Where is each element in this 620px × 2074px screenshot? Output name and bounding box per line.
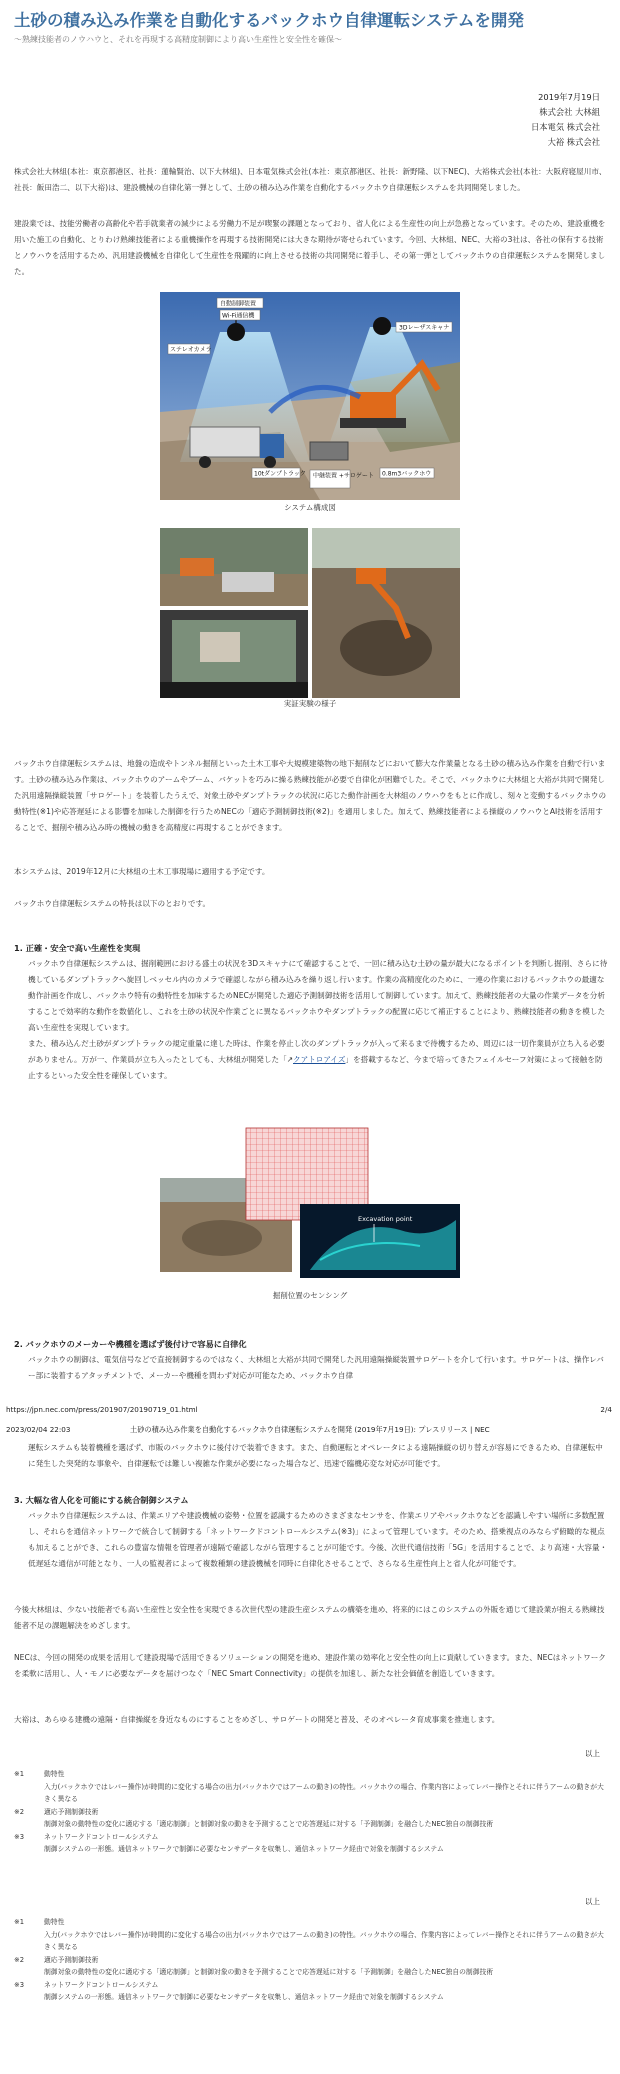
page-subtitle: 〜熟練技能者のノウハウと、それを再現する高精度制御により高い生産性と安全性を確保〜: [14, 35, 342, 44]
background-paragraph: 建設業では、技能労働者の高齢化や若手就業者の減少による労働力不足が喫緊の課題となっており、省人化による生産性の向上が急務となっています。そのため、建設重機を用いた施工の自動化、とりわけ熟練技能者による重機操作を再現する技術開発には大きな期待が寄せられています。今回、大林組、NEC、大裕の3社は、各社の保有する技術とノウハウを活用するため、汎用建設機械を自律化して生産性を飛躍的に向上させる技術の共同開発に着手し、その第一弾としてバックホウの自律運転システムを開発しました。: [14, 219, 606, 276]
footnote-repeat-3-desc: 制御システムの一形態。通信ネットワークで制御に必要なセンサデータを収集し、通信ネットワーク経由で対象を制御するシステム: [44, 1993, 444, 2001]
footer-page-number: 2/4: [600, 1405, 612, 1414]
excavation-sensing-figure: [160, 1120, 460, 1282]
system-diagram: [160, 292, 460, 500]
feature-3: [14, 1492, 608, 1572]
system-diagram-image: [160, 292, 460, 500]
page-2: [0, 1418, 620, 2074]
feature-1-body-a: バックホウ自律運転システムは、掘削範囲における盛土の状況を3Dスキャナにて確認することで、一回に積み込む土砂の量が最大になるポイントを判断し掘削、さらに待機しているダンプトラックへ旋回しベッセル内のカメラで確認しながら積み込みを繰り返し行います。作業の高精度化のために、一連の作業におけるバックホウの最適な動作計画を作成し、バックホウ特有の動特性を加味するためNECが開発した適応予測制御技術を活用して制御しています。加えて、熟練技能者の大量の作業データを分析することで効率的な動作を数値化し、これを土砂の状況や作業ごとに異なるバックホウやダンプトラックの配置に応じて補正することにより、熟練技能者の動きを模した高い生産性を実現しています。: [28, 959, 608, 1032]
footer-url: https://jpn.nec.com/press/201907/20190719_01.html: [6, 1405, 198, 1414]
footnote-repeat-1-mark: ※1: [14, 1918, 25, 1926]
feature-2-body-part2: 運転システムも装着機種を選ばず、市販のバックホウに後付けで装着できます。また、自動運転とオペレータによる遠隔操縦の切り替えが容易にできるため、自律運転中に発生した突発的な事象や、自律運転では難しい複雑な作業が必要になった場合など、迅速で臨機応変な対応が可能です。: [28, 1443, 603, 1468]
footnotes: [14, 1768, 608, 1856]
footnote-repeat-1-desc: 入力(バックホウではレバー操作)が時間的に変化する場合の出力(バックホウではアームの動き)の特性。バックホウの場合、作業内容によってレバー操作とそれに伴うアームの動きが大きく異なる: [44, 1930, 604, 1951]
company-nec: 日本電気 株式会社: [530, 122, 600, 132]
footnote-repeat-2-term: 適応予測制御技術: [44, 1955, 99, 1964]
footnote-3: [14, 1831, 608, 1856]
feature-1-body: [14, 956, 608, 1084]
feature-3-heading: 3. 大幅な省人化を可能にする統合制御システム: [14, 1495, 189, 1505]
quattro-eyes-link[interactable]: クアトロアイズ: [293, 1055, 346, 1064]
external-link-icon: ↗: [286, 1055, 294, 1064]
footnote-repeat-3-term: ネットワークドコントロールシステム: [44, 1980, 159, 1989]
feature-3-body: バックホウ自律運転システムは、作業エリアや建設機械の姿勢・位置を認識するためのさまざまなセンサを、作業エリアやバックホウなどを認識しやすい場所に多数配置し、それらを通信ネットワークで統合して制御する「ネットワークドコントロールシステム(※3)」によって管理しています。そのため、搭乗視点のみならず俯瞰的な視点も加えることができ、これらの豊富な情報を管理者が遠隔で確認しながら管理することが可能です。今後、次世代通信技術「5G」を活用することで、より高速・大容量・低遅延な通信が可能となり、一人の監視者によって複数種類の建設機械を同時に自律化させることで、さらなる生産性向上と省人化が可能です。: [28, 1511, 608, 1568]
figure3-caption: 掘削位置のセンシング: [272, 1291, 348, 1300]
intro-paragraph: 株式会社大林組(本社：東京都港区、社長：蓮輪賢治、以下大林組)、日本電気株式会社(本社：東京都港区、社長：新野隆、以下NEC)、大裕株式会社(本社：大阪府寝屋川市、社長：飯田浩二、以下大裕)は、建設機械の自律化第一弾として、土砂の積み込み作業を自動化するバックホウ自律運転システムを共同開発しました。: [14, 167, 607, 192]
footnote-3-desc: 制御システムの一形態。通信ネットワークで制御に必要なセンサデータを収集し、通信ネットワーク経由で対象を制御するシステム: [44, 1845, 444, 1853]
feature-1-heading: 1. 正確・安全で高い生産性を実現: [14, 943, 141, 953]
label-relay: 中継装置 +サロゲート: [313, 472, 374, 480]
feature-2-part2: [14, 1440, 608, 1472]
footnote-2-desc: 制御対象の動特性の変化に適応する「適応制御」と制御対象の動きを予測することで応答遅延に対する「予測制御」を融合したNEC独自の制御技術: [44, 1820, 494, 1828]
feature-2-heading: 2. バックホウのメーカーや機種を選ばず後付けで容易に自律化: [14, 1339, 247, 1349]
demonstration-photos: [160, 528, 460, 698]
footnote-repeat-3: [14, 1979, 608, 2004]
end-mark: 以上: [584, 1749, 600, 1758]
schedule-paragraph: 本システムは、2019年12月に大林組の土木工事現場に適用する予定です。: [14, 867, 270, 876]
figure1-caption: システム構成図: [284, 503, 336, 512]
footnote-repeat-1: [14, 1916, 608, 1954]
print-header-title: 土砂の積み込み作業を自動化するバックホウ自律運転システムを開発 (2019年7月19日): プレスリリース | NEC: [130, 1425, 490, 1434]
footnote-1: [14, 1768, 608, 1806]
label-backhoe: 0.8m3バックホウ: [382, 470, 432, 478]
footnote-1-mark: ※1: [14, 1770, 25, 1778]
footnote-2: [14, 1806, 608, 1831]
feature-1-body-c: 」を搭載するなど、今まで培ってきたフェイルセーフ対策によって接触を防止するといった安全性を確保しています。: [28, 1055, 603, 1080]
label-stereo-camera: ステレオカメラ: [170, 346, 212, 354]
release-info: [531, 90, 600, 150]
feature-2-part1: [14, 1336, 608, 1384]
footnote-repeat-2: [14, 1954, 608, 1979]
nec-outlook-paragraph: NECは、今回の開発の成果を活用して建設現場で活用できるソリューションの開発を進め、建設作業の効率化と安全性の向上に貢献していきます。また、NECはネットワークを柔軟に活用し、人・モノに必要なデータを届けつなぐ「NEC Smart Connectivity」の提供を加速し、新たな社会価値を創造していきます。: [14, 1653, 606, 1678]
company-obayashi: 株式会社 大林組: [539, 107, 600, 117]
feature-1-body-b: また、積み込んだ土砂がダンプトラックの規定重量に達した時は、作業を停止し次のダンプトラックが入って来るまで待機するため、周辺には一切作業員が立ち入る必要がありません。万が一、作業員が立ち入ったとしても、大林組が開発した「: [28, 1039, 605, 1064]
release-date: 2019年7月19日: [538, 92, 600, 102]
feature-1: [14, 940, 608, 1084]
excavation-point-label: Excavation point: [358, 1215, 413, 1223]
label-dump-truck: 10tダンプトラック: [254, 470, 306, 478]
label-wifi: Wi-Fi通信機: [222, 312, 255, 320]
footnote-repeat-2-mark: ※2: [14, 1955, 25, 1964]
footnote-repeat-3-mark: ※3: [14, 1980, 25, 1989]
system-description-paragraph: バックホウ自律運転システムは、地盤の造成やトンネル掘削といった土木工事や大規模建築物の地下掘削などにおいて膨大な作業量となる土砂の積み込み作業を自動で行います。土砂の積み込み作業は、バックホウのアームやブーム、バケットを巧みに操る熟練技能が必要で自律化が困難でした。そこで、バックホウに大林組と大裕が共同で開発した汎用遠隔操縦装置「サロゲート」を装着したうえで、対象土砂やダンプトラックの状況に応じた動作計画を大林組のノウハウをもとに作成し、刻々と変動するバックホウの動特性(※1)や応答遅延による影響を加味した制御を行うためNECの「適応予測制御技術(※2)」を適用しました。加えて、熟練技能者による操縦のノウハウとAI技術を活用することで、掘削や積み込み時の機械の動きを高精度に再現することができます。: [14, 759, 607, 832]
daiyu-outlook-paragraph: 大裕は、あらゆる建機の遠隔・自律操縦を身近なものにすることをめざし、サロゲートの開発と普及、そのオペレータ育成事業を推進します。: [14, 1715, 500, 1724]
footnote-3-term: ネットワークドコントロールシステム: [44, 1832, 159, 1841]
footnote-repeat-2-desc: 制御対象の動特性の変化に適応する「適応制御」と制御対象の動きを予測することで応答遅延に対する「予測制御」を融合したNEC独自の制御技術: [44, 1968, 494, 1976]
print-datetime: 2023/02/04 22:03: [6, 1425, 71, 1434]
footnote-2-mark: ※2: [14, 1807, 25, 1816]
footnote-1-term: 動特性: [44, 1770, 65, 1778]
features-intro-paragraph: バックホウ自律運転システムの特長は以下のとおりです。: [14, 899, 211, 908]
figure2-caption: 実証実験の様子: [283, 699, 337, 708]
label-control: 自動制御装置: [220, 300, 257, 308]
footnote-3-mark: ※3: [14, 1832, 25, 1841]
demonstration-photos-image: [160, 528, 460, 698]
footnote-2-term: 適応予測制御技術: [44, 1807, 99, 1816]
obayashi-outlook-paragraph: 今後大林組は、少ない技能者でも高い生産性と安全性を実現できる次世代型の建設生産システムの構築を進め、将来的にはこのシステムの外販を通じて建設業が抱える熟練技能者不足の課題解決をめざします。: [14, 1605, 605, 1630]
footnote-1-desc: 入力(バックホウではレバー操作)が時間的に変化する場合の出力(バックホウではアームの動き)の特性。バックホウの場合、作業内容によってレバー操作とそれに伴うアームの動きが大きく異なる: [44, 1782, 604, 1803]
label-laser-scanner: 3Dレーザスキャナ: [399, 324, 450, 332]
page-title: 土砂の積み込み作業を自動化するバックホウ自律運転システムを開発: [14, 11, 524, 30]
company-daiyu: 大裕 株式会社: [547, 137, 600, 147]
end-mark-2: 以上: [584, 1897, 600, 1906]
footnotes-repeat: [14, 1916, 608, 2004]
feature-2-body-part1: バックホウの制御は、電気信号などで直接制御するのではなく、大林組と大裕が共同で開発した汎用遠隔操縦装置サロゲートを介して行います。サロゲートは、操作レバー部に装着するアタッチメントで、メーカーや機種を問わず対応が可能なため、バックホウ自律: [28, 1355, 604, 1380]
footnote-repeat-1-term: 動特性: [44, 1918, 65, 1926]
excavation-sensing-image: [160, 1120, 460, 1282]
